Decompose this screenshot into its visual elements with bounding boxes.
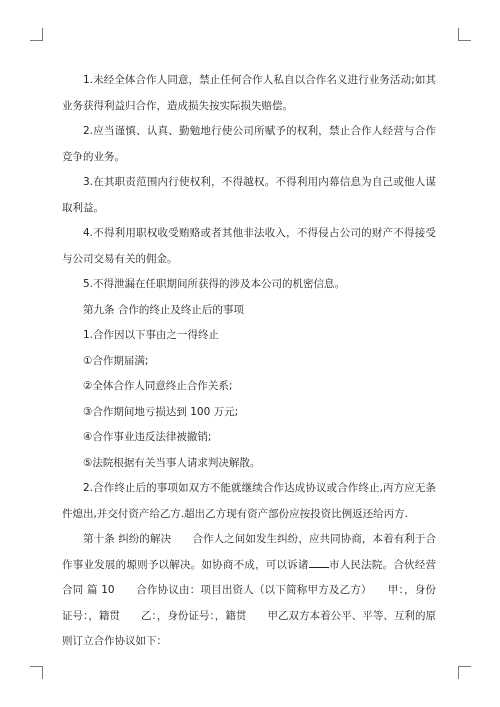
paragraph-2: 2.应当谨慎、认真、勤勉地行使公司所赋予的权利，禁止合作人经营与合作竞争的业务。: [62, 125, 436, 163]
crop-mark-top-right: [458, 28, 471, 41]
crop-mark-bottom-left: [30, 666, 43, 679]
termination-item-1: ①合作期届满;: [83, 354, 149, 367]
paragraph-5: 5.不得泄漏在任职期间所获得的涉及本公司的机密信息。: [83, 278, 346, 290]
document-body: [62, 68, 436, 655]
paragraph-3: 3.在其职责范围内行使权利，不得越权。不得利用内幕信息为自己或他人谋取利益。: [62, 176, 436, 214]
termination-item-4: ④合作事业违反法律被撤销;: [83, 431, 212, 443]
paragraph-4: 4.不得利用职权收受贿赂或者其他非法收入，不得侵占公司的财产不得接受与公司交易有关的佣金。: [62, 227, 436, 265]
crop-mark-top-left: [30, 28, 43, 41]
paragraph-1: 1.未经全体合作人同意，禁止任何合作人私自以合作名义进行业务活动;如其业务获得利益归合作，造成损失按实际损失赔偿。: [62, 74, 436, 112]
termination-item-2: ②全体合作人同意终止合作关系;: [83, 380, 233, 392]
article-10-paragraph: [62, 527, 436, 655]
termination-item-5: ⑤法院根据有关当事人请求判决解散。: [83, 456, 261, 469]
article-9-heading: 第九条 合作的终止及终止后的事项: [83, 303, 244, 316]
article-10-text-before-blank: 第十条 纠纷的解决 合作人之间如发生纠纷，应共同协商，本着有利于合作事业发展的塬则予以解决。如协商不成，可以诉诸: [62, 533, 436, 571]
termination-item-3: ③合作期间地亏损达到 100 万元;: [83, 405, 239, 418]
court-name-blank: [309, 567, 329, 568]
article-10-text-after-blank: 市人民法院。合伙经营合同 篇 10 合作协议由：项目出资人（以下简称甲方及乙方） 甲：，身份证号：，籍贯 乙：，身份证号：，籍贯 甲乙双方本着公平、平等、互利的原则订立合作协议如下：: [62, 558, 437, 647]
crop-mark-bottom-right: [458, 666, 471, 679]
termination-intro: 1.合作因以下事由之一得终止: [83, 329, 220, 341]
post-termination-paragraph: 2.合作终止后的事项如双方不能就继续合作达成协议或合作终止,丙方应无条件熄出,并交付资产给乙方.超出乙方现有资产部份应按投资比例返还给丙方.: [62, 482, 436, 520]
